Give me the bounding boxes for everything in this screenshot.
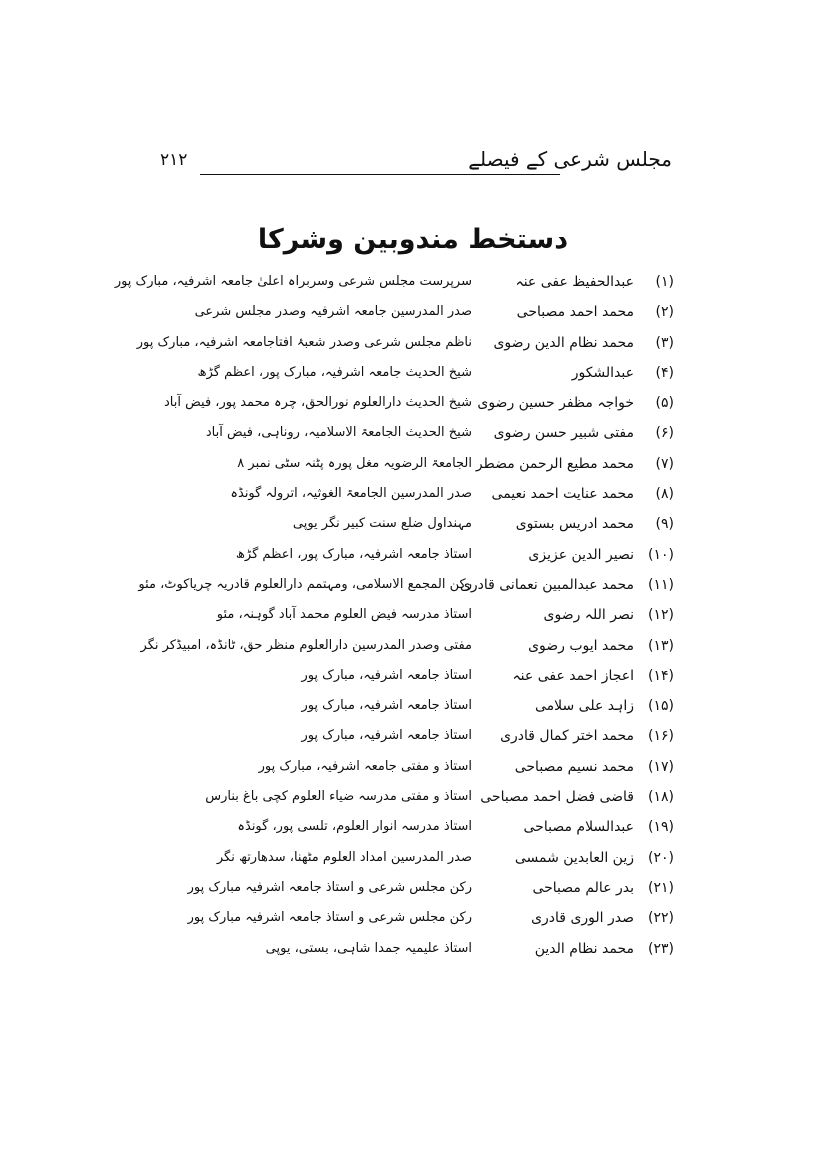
- participant-name: عبدالسلام مصباحی: [523, 819, 634, 836]
- participant-designation: استاذ و مفتی جامعہ اشرفیہ، مبارک پور: [258, 758, 472, 774]
- participant-designation: شیخ الحدیث الجامعۃ الاسلامیہ، روناہی، فیض آباد: [205, 425, 472, 441]
- participant-name: محمد نسیم مصباحی: [514, 758, 634, 775]
- list-item: [210, 449, 674, 479]
- item-number: (۱۶): [648, 728, 674, 745]
- participant-designation: رکن مجلس شرعی و استاذ جامعہ اشرفیہ مبارک پور: [187, 879, 472, 895]
- participant-name: عبدالشکور: [571, 364, 634, 381]
- list-item: [194, 297, 674, 327]
- item-number: (۱۴): [648, 667, 674, 684]
- list-item: [210, 691, 674, 721]
- item-number: (۲۱): [648, 879, 674, 896]
- item-number: (۸): [655, 486, 674, 503]
- item-number: (۱۷): [648, 758, 674, 775]
- item-number: (۵): [655, 395, 674, 412]
- item-number: (۱۳): [648, 637, 674, 654]
- item-number: (۱۸): [648, 789, 674, 806]
- participant-name: اعجاز احمد عفی عنہ: [512, 667, 634, 684]
- participant-designation: صدر المدرسین امداد العلوم مٹھنا، سدھارتھ نگر: [216, 849, 472, 865]
- list-item: [197, 358, 674, 388]
- participant-designation: استاذ علیمیہ جمدا شاہی، بستی، یوپی: [265, 940, 472, 956]
- participant-designation: شیخ الحدیث دارالعلوم نورالحق، چرہ محمد پور، فیض آباد: [163, 395, 472, 411]
- participant-designation: رکن المجمع الاسلامی، ومہتمم دارالعلوم قادریہ چریاکوٹ، مئو: [138, 576, 472, 592]
- book-title: مجلس شرعی کے فیصلے: [468, 147, 672, 171]
- participant-name: مفتی شبیر حسن رضوی: [493, 425, 634, 442]
- list-item: [205, 418, 674, 448]
- participant-designation: استاذ جامعہ اشرفیہ، مبارک پور: [301, 728, 472, 744]
- participant-name: محمد نظام الدین: [534, 940, 634, 957]
- list-item: [138, 570, 674, 600]
- participant-name: قاضی فضل احمد مصباحی: [480, 789, 634, 806]
- list-item: [205, 782, 674, 812]
- list-item: [210, 843, 674, 873]
- section-title: دستخط مندوبین وشرکا: [257, 224, 569, 255]
- list-item: [210, 661, 674, 691]
- item-number: (۱): [655, 274, 674, 290]
- participant-designation: الجامعۃ الرضویہ مغل پورہ پٹنہ سٹی نمبر ۸: [237, 455, 472, 471]
- participant-name: نصر اللہ رضوی: [543, 607, 634, 624]
- participant-designation: مفتی وصدر المدرسین دارالعلوم منظر حق، ٹانڈہ، امبیڈکر نگر: [140, 637, 472, 653]
- list-item: [210, 600, 674, 630]
- list-item: [210, 540, 674, 570]
- participant-name: نصیر الدین عزیزی: [528, 546, 634, 563]
- item-number: (۱۵): [648, 698, 674, 715]
- item-number: (۲۰): [648, 849, 674, 866]
- item-number: (۲۲): [648, 910, 674, 927]
- participants-list: [114, 267, 674, 964]
- participant-name: محمد مطیع الرحمن مضطر: [475, 455, 634, 472]
- participant-designation: صدر المدرسین جامعہ اشرفیہ وصدر مجلس شرعی: [194, 304, 472, 320]
- participant-name: محمد عبدالمبین نعمانی قادری: [459, 576, 634, 593]
- item-number: (۱۰): [648, 546, 674, 563]
- list-item: [114, 267, 674, 297]
- participant-name: محمد ادریس بستوی: [515, 516, 634, 533]
- item-number: (۶): [655, 425, 674, 442]
- participant-name: زاہد علی سلامی: [534, 698, 634, 715]
- item-number: (۲): [655, 304, 674, 321]
- item-number: (۹): [655, 516, 674, 533]
- item-number: (۴): [655, 364, 674, 381]
- participant-designation: سرپرست مجلس شرعی وسربراہ اعلیٰ جامعہ اشرفیہ، مبارک پور: [114, 274, 472, 289]
- item-number: (۲۳): [648, 940, 674, 957]
- list-item: [210, 721, 674, 751]
- item-number: (۱۲): [648, 607, 674, 624]
- list-item: [140, 631, 674, 661]
- list-item: [210, 812, 674, 842]
- list-item: [136, 328, 674, 358]
- list-item: [210, 479, 674, 509]
- participant-name: صدر الوری قادری: [531, 910, 634, 927]
- list-item: [210, 509, 674, 539]
- participant-name: بدر عالم مصباحی: [532, 879, 634, 896]
- list-item: [187, 903, 674, 933]
- list-item: [187, 873, 674, 903]
- participant-name: زین العابدین شمسی: [514, 849, 634, 866]
- item-number: (۱۹): [648, 819, 674, 836]
- participant-designation: استاذ جامعہ اشرفیہ، مبارک پور، اعظم گڑھ: [235, 546, 472, 562]
- participant-name: محمد احمد مصباحی: [516, 304, 634, 321]
- participant-designation: رکن مجلس شرعی و استاذ جامعہ اشرفیہ مبارک پور: [187, 910, 472, 926]
- list-item: [210, 934, 674, 964]
- participant-designation: استاذ مدرسہ فیض العلوم محمد آباد گوہنہ، مئو: [216, 607, 472, 623]
- page-header: [160, 146, 672, 176]
- participant-designation: ناظم مجلس شرعی وصدر شعبۂ افتاجامعہ اشرفیہ، مبارک پور: [136, 334, 472, 350]
- participant-name: خواجہ مظفر حسین رضوی: [477, 395, 634, 412]
- participant-designation: شیخ الحدیث جامعہ اشرفیہ، مبارک پور، اعظم گڑھ: [197, 364, 472, 380]
- page-number: ۲۱۲: [160, 150, 188, 170]
- participant-designation: استاذ جامعہ اشرفیہ، مبارک پور: [301, 698, 472, 714]
- participant-name: عبدالحفیظ عفی عنہ: [515, 274, 634, 290]
- participant-designation: استاذ مدرسہ انوار العلوم، تلسی پور، گونڈہ: [237, 819, 472, 835]
- participant-designation: استاذ جامعہ اشرفیہ، مبارک پور: [301, 667, 472, 683]
- header-rule: [200, 174, 560, 175]
- item-number: (۷): [655, 455, 674, 472]
- list-item: [210, 752, 674, 782]
- participant-designation: مہنداول ضلع سنت کبیر نگر یوپی: [292, 516, 472, 532]
- item-number: (۱۱): [648, 576, 674, 593]
- participant-designation: صدر المدرسین الجامعۃ الغوثیہ، اترولہ گونڈہ: [230, 486, 472, 502]
- item-number: (۳): [655, 334, 674, 351]
- list-item: [163, 388, 674, 418]
- participant-name: محمد اختر کمال قادری: [500, 728, 634, 745]
- participant-name: محمد نظام الدین رضوی: [493, 334, 634, 351]
- participant-name: محمد ایوب رضوی: [528, 637, 634, 654]
- participant-designation: استاذ و مفتی مدرسہ ضیاء العلوم کچی باغ بنارس: [205, 789, 472, 805]
- participant-name: محمد عنایت احمد نعیمی: [491, 486, 634, 503]
